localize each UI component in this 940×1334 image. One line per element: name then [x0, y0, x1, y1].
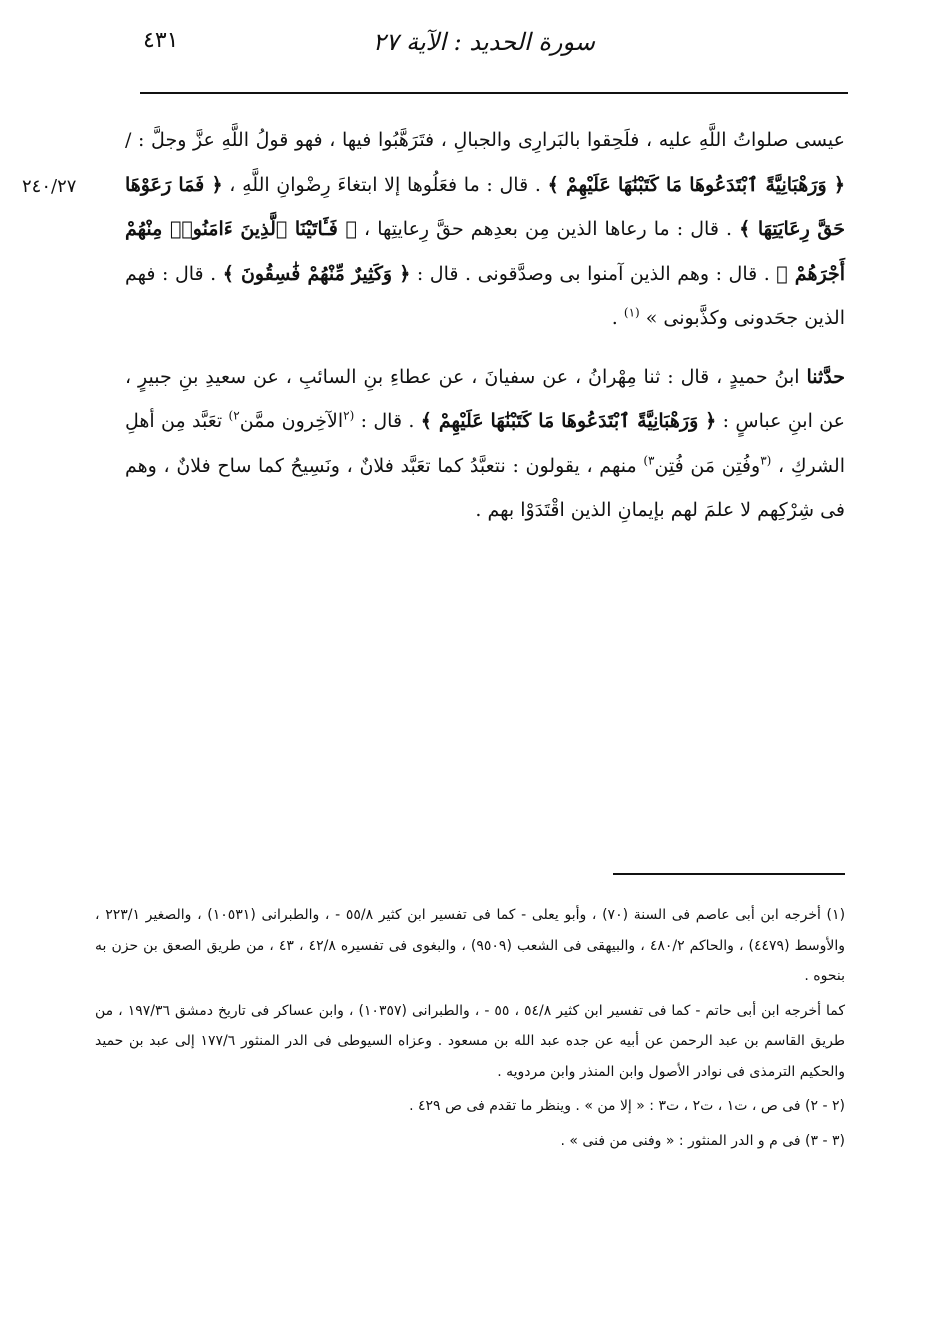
page-number: ٤٣١ [143, 28, 179, 53]
footnote-2: (٢ - ٢) فى ص ، ت١ ، ت٢ ، ت٣ : « إلا من » . وينظر ما تقدم فى ص ٤٢٩ . [409, 1098, 845, 1114]
text-run: منهم ، يقولون : نتعبَّدُ كما تعَبَّد فلانٌ ، ونَسِيحُ كما ساح فلانٌ ، وهم فى شِرْكِهم لا علمَ لهم بإيمانِ الذين اقْتَدَوْا بهم . [125, 454, 845, 521]
quran-verse: ﴿ فَـَٔاتَيْنَا ٱلَّذِينَ ءَامَنُوا۟ مِنْهُمْ أَجْرَهُمْ ﴾ [125, 218, 845, 285]
quran-verse: ﴿ فَمَا رَعَوْهَا حَقَّ رِعَايَتِهَا ﴾ [125, 173, 845, 240]
header-rule [140, 92, 848, 94]
isnad-lead: حدَّثنا [806, 365, 845, 388]
page-header [95, 28, 845, 72]
footnote-marker[interactable]: (١) [623, 305, 640, 320]
footnote-1: (١) أخرجه ابن أبى عاصم فى السنة (٧٠) ، وأبو يعلى - كما فى تفسير ابن كثير ٥٥/٨ - ، والطبرانى (١٠٥٣١) ، والصغير ٢٢٣/١ ، والأوسط (٤٤٧٩) ، والحاكم ٤٨٠/٢ ، والبيهقى فى الشعب (٩٥٠٩) ، والبغوى فى تفسيره ٤٢/٨ ، ٤٣ ، من طريق الصعق بن حزن به بنحوه . [95, 907, 846, 984]
text-run: . قال : وهم الذين آمنوا بى وصدَّقونى . قال : [410, 262, 777, 285]
paragraph-2 [125, 355, 845, 533]
text-run: . قال : [354, 410, 421, 432]
text-run: . قال : فهم الذين جحَدونى وكذَّبونى » [125, 262, 845, 329]
quran-verse: ﴿ وَرَهْبَانِيَّةً ٱبْتَدَعُوهَا مَا كَتَبْنَٰهَا عَلَيْهِمْ ﴾ [420, 410, 717, 432]
main-text [125, 118, 845, 533]
text-run: عيسى صلواتُ اللَّهِ عليه ، فلَحِقوا بالبَرارِى والجبالِ ، فتَرَهَّبُوا فيها ، فهو قولُ اللَّهِ عزَّ وجلَّ : / [125, 129, 845, 151]
footnotes [95, 900, 845, 1160]
footnote-1-continued: كما أخرجه ابن أبى حاتم - كما فى تفسير ابن كثير ٥٤/٨ ، ٥٥ - ، والطبرانى (١٠٣٥٧) ، وابن عساكر فى تاريخ دمشق ١٩٧/٣٦ ، من طريق القاسم بن عبد الرحمن عن أبيه عن جده عبد الله بن مسعود . وعزاه السيوطى فى الدر المنثور ١٧٧/٦ إلى عبد بن حميد والحكيم الترمذى فى نوادر الأصول وابن المنذر وابن مردويه . [95, 1002, 846, 1080]
text-run: . قال : ما فعَلُوها إلا ابتغاءَ رِضْوانِ اللَّهِ ، [222, 173, 548, 196]
footnote-marker[interactable]: ٣) [643, 453, 655, 468]
footnote-rule [613, 873, 845, 875]
text-run: . قال : ما رعاها الذين مِن بعدِهم حقَّ رِعايتِها ، [356, 218, 740, 240]
text-run: الآخِرون ممَّن [239, 410, 344, 432]
quran-verse: ﴿ وَكَثِيرٌ مِّنْهُمْ فَٰسِقُونَ ﴾ [222, 262, 411, 285]
footnote-marker[interactable]: (٢ [343, 408, 355, 423]
text-run: . [611, 307, 624, 329]
paragraph-gap [125, 341, 845, 355]
footnote-marker[interactable]: ٢) [228, 408, 240, 423]
paragraph-1 [125, 118, 845, 341]
text-run: ابنُ حميدٍ ، قال : ثنا مِهْرانُ ، عن سفيانَ ، عن عطاءِ بنِ السائبِ ، عن سعيدِ بنِ جبيرٍ ، عن ابنِ عباسٍ : [125, 365, 846, 432]
footnote-3: (٣ - ٣) فى م و الدر المنثور : « وفنى من فنى » . [560, 1132, 845, 1149]
quran-verse: ﴿ وَرَهْبَانِيَّةً ٱبْتَدَعُوهَا مَا كَتَبْنَٰهَا عَلَيْهِمْ ﴾ [547, 173, 845, 196]
running-title: سورة الحديد : الآية ٢٧ [372, 28, 595, 56]
text-run: وفُتِن مَن فُتِن [654, 454, 761, 477]
text-run: تعَبَّد مِن أهلِ الشركِ ، [125, 410, 846, 477]
footnote-marker[interactable]: (٣ [760, 453, 772, 468]
margin-reference: ٢٤٠/٢٧ [22, 176, 77, 197]
